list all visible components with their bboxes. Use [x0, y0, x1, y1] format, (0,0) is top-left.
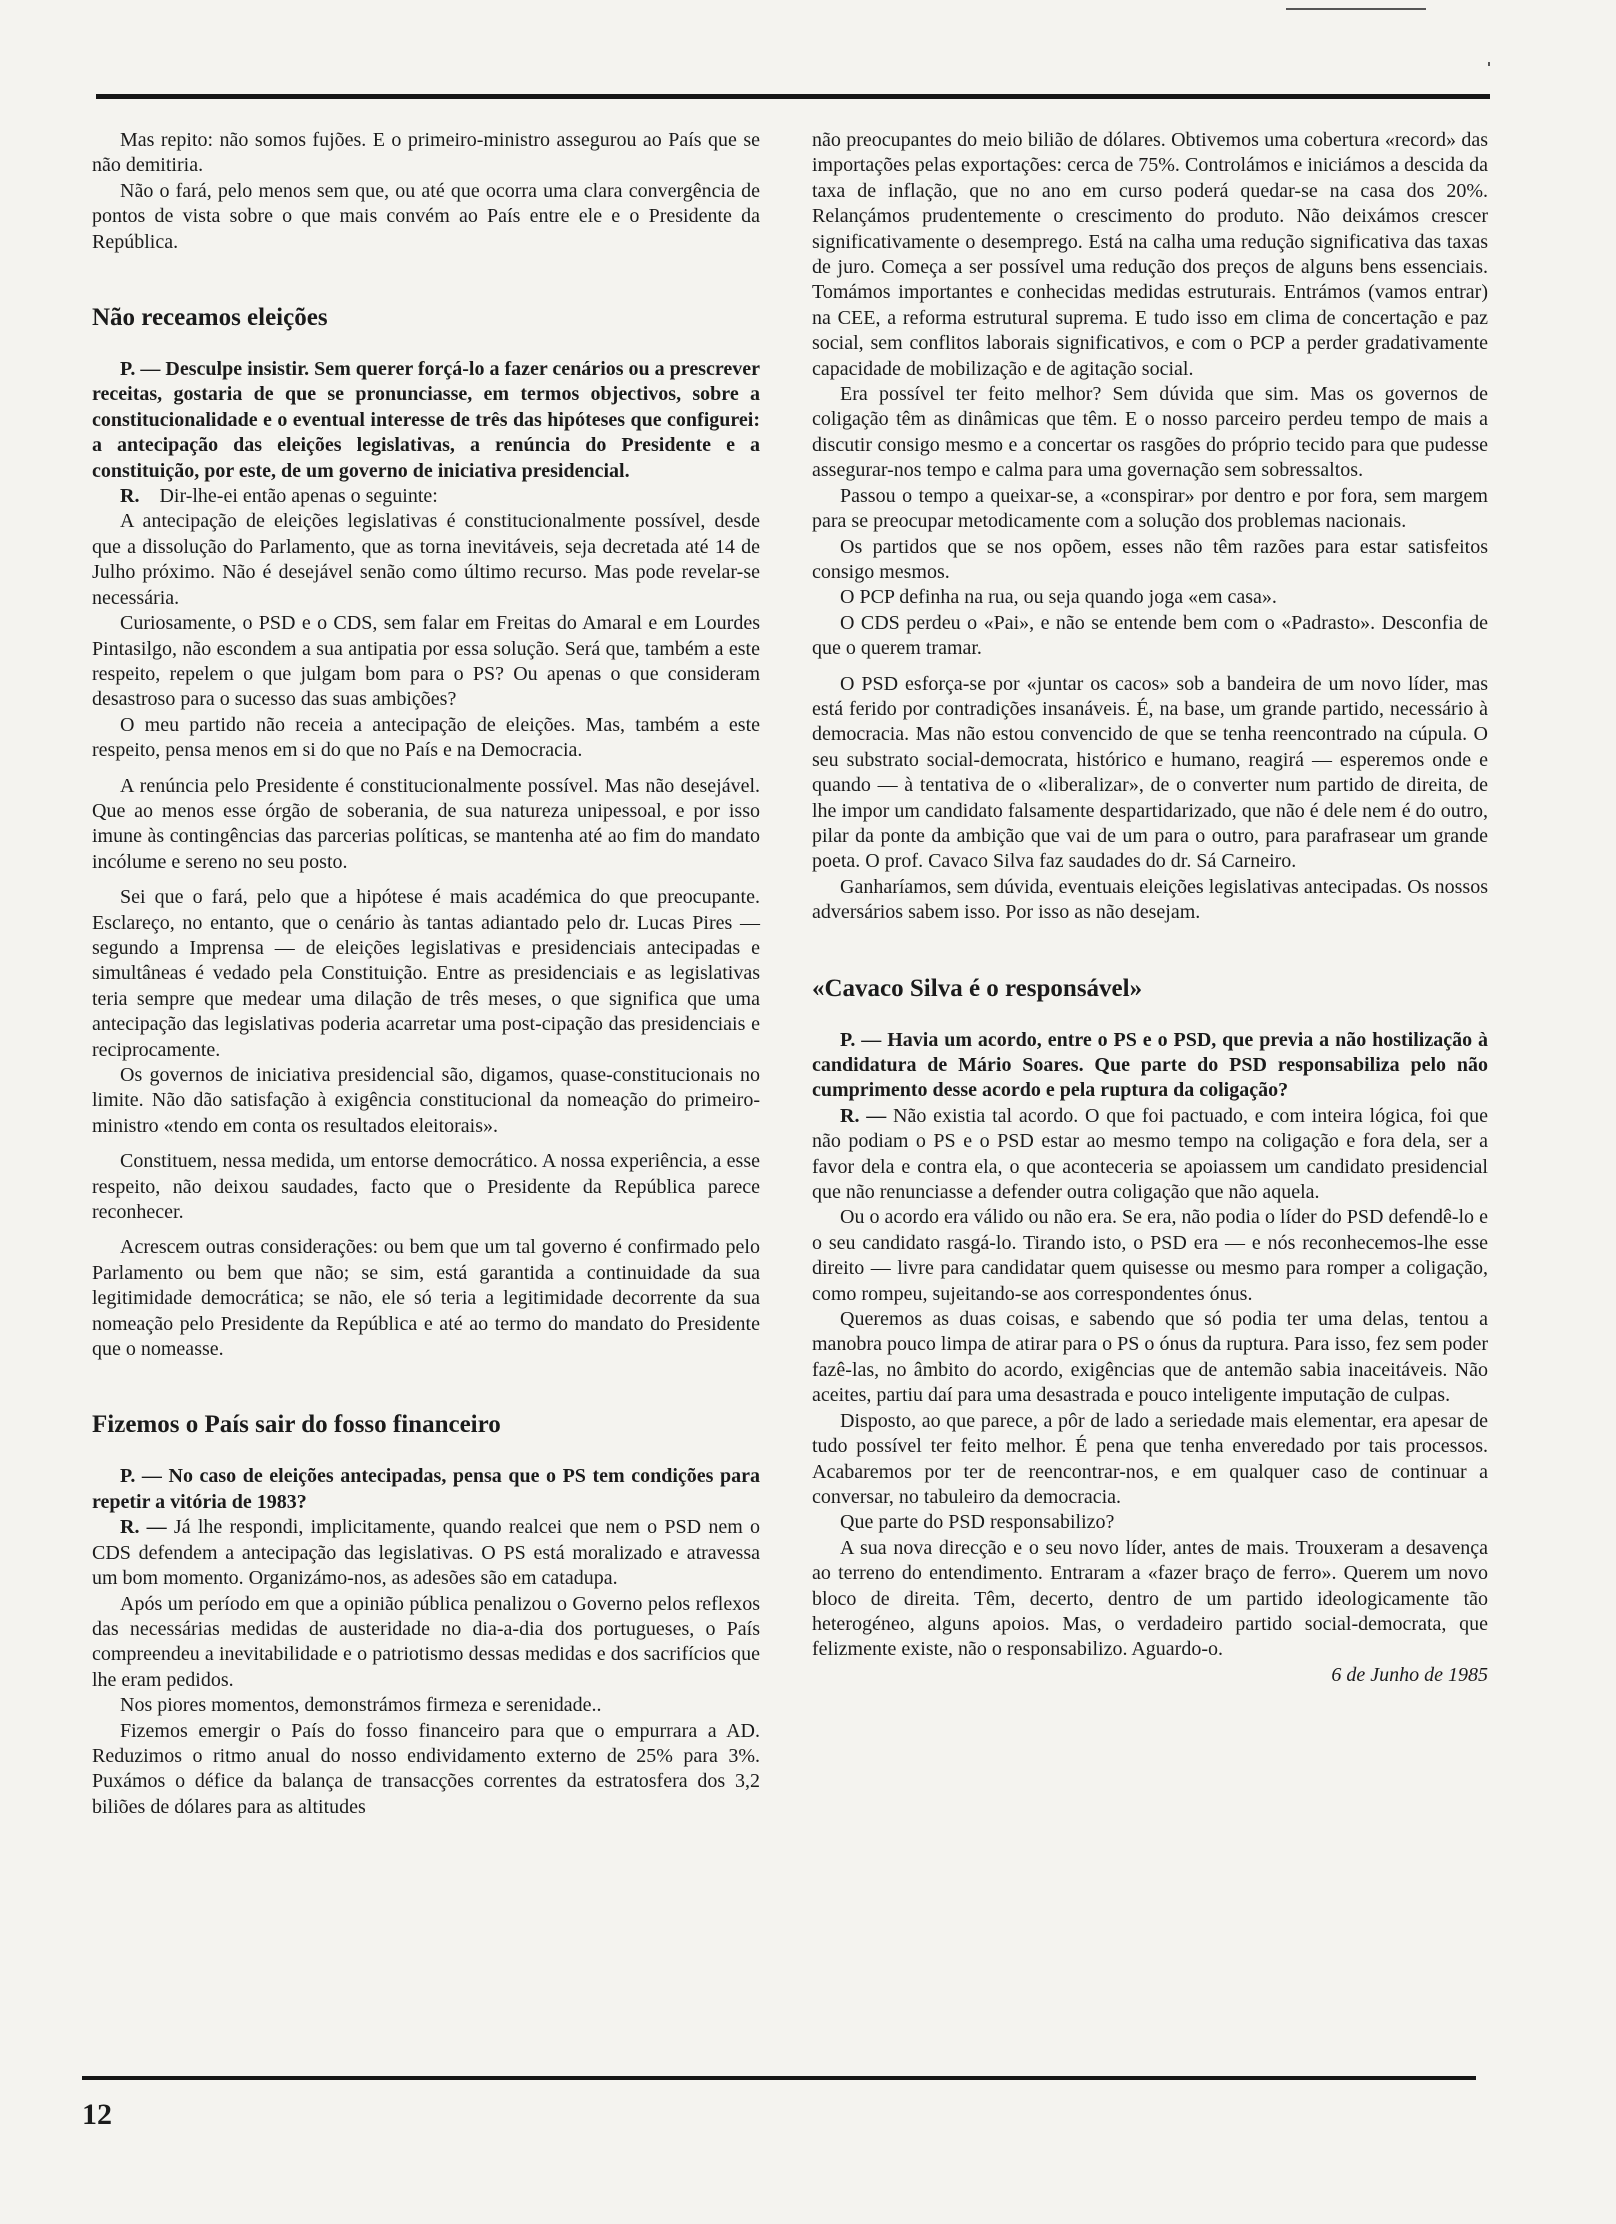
bottom-rule: [82, 2076, 1476, 2080]
paragraph: Acrescem outras considerações: ou bem que um tal governo é confirmado pelo Parlamento ou bem que não; se sim, está garantida a continuidade da sua legitimidade democrática; se não, ele só teria a legitimidade decorrente da sua nomeação pelo Presidente da República e até ao termo do mandato do Presidente que o nomeasse.: [92, 1236, 760, 1361]
paragraph: Disposto, ao que parece, a pôr de lado a seriedade mais elementar, era apesar de tudo possível ter feito melhor. É pena que tenha enveredado por tais processos. Acabaremos por ter de reencontrar-nos, e em qualquer caso de continuar a conversar, no tabuleiro da democracia.: [812, 1409, 1488, 1508]
answer: [812, 1104, 1488, 1206]
paragraph: Curiosamente, o PSD e o CDS, sem falar em Freitas do Amaral e em Lourdes Pintasilgo, não escondem a sua antipatia por essa solução. Será que, também a este respeito, repelem o que julgam bom para o PS? Ou apenas o que consideram desastroso para o sucesso das suas ambições?: [92, 612, 760, 711]
paragraph: A renúncia pelo Presidente é constitucionalmente possível. Mas não desejável. Que ao menos esse órgão de soberania, de sua natureza unipessoal, e por isso imune às contingências das parcerias políticas, se mantenha até ao fim do mandato incólume e sereno no seu posto.: [92, 774, 760, 873]
question-label: P. —: [840, 1028, 882, 1051]
section-heading: Não receamos eleições: [92, 304, 328, 332]
answer-text: Dir-lhe-ei então apenas o seguinte:: [159, 485, 438, 508]
paragraph: Ganharíamos, sem dúvida, eventuais eleições legislativas antecipadas. Os nossos adversários sabem isso. Por isso as não desejam.: [812, 875, 1488, 924]
paragraph: Ou o acordo era válido ou não era. Se era, não podia o líder do PSD defendê-lo e o seu candidato rasgá-lo. Tirando isto, o PSD era — e nós reconhecemos-lhe esse direito — livre para candidatar quem quisesse ou mesmo para romper a coligação, como rompeu, sujeitando-se aos correspondentes ónus.: [812, 1206, 1488, 1305]
paragraph: O meu partido não receia a antecipação de eleições. Mas, também a este respeito, pensa menos em si do que no País e na Democracia.: [92, 713, 760, 762]
paragraph: O CDS perdeu o «Pai», e não se entende bem com o «Padrasto». Desconfia de que o querem tramar.: [812, 611, 1488, 660]
scan-mark: [1488, 62, 1490, 66]
question-label: P. —: [120, 1465, 162, 1488]
paragraph: O PCP definha na rua, ou seja quando joga «em casa».: [840, 586, 1277, 609]
paragraph: A antecipação de eleições legislativas é constitucionalmente possível, desde que a dissolução do Parlamento, que as torna inevitáveis, seja decretada até 14 de Julho próximo. Não é desejável senão como último recurso. Mas pode revelar-se necessária.: [92, 510, 760, 609]
paragraph: A sua nova direcção e o seu novo líder, antes de mais. Trouxeram a desavença ao terreno do entendimento. Entraram a «fazer braço de ferro». Querem um novo bloco de direita. Têm, decerto, dentro de um partido ideologicamente tão heterogéneo, alguns apoios. Mas, o verdadeiro partido social-democrata, que felizmente existe, não o responsabilizo. Aguardo-o.: [812, 1536, 1488, 1661]
left-column: [92, 128, 760, 1820]
answer-label: R. —: [120, 1516, 167, 1539]
question-text: Desculpe insistir. Sem querer forçá-lo a fazer cenários ou a prescrever receitas, gostaria de que se pronunciasse, em termos objectivos, sobre a constitucionalidade e o eventual interesse de três das hipóteses que configurei: a antecipação das eleições legislativas, a renúncia do Presidente e a constituição, por este, de um governo de iniciativa presidencial.: [92, 358, 760, 482]
paragraph: Fizemos emergir o País do fosso financeiro para que o empurrara a AD. Reduzimos o ritmo anual do nosso endividamento externo de 25% para 3%. Puxámos o défice da balança de transacções correntes da estratosfera dos 3,2 biliões de dólares para as altitudes: [92, 1719, 760, 1818]
scan-mark: [1286, 8, 1426, 10]
question-label: P. —: [120, 358, 161, 381]
question: [812, 1028, 1488, 1104]
answer-label: R. —: [840, 1104, 887, 1127]
paragraph: Após um período em que a opinião pública penalizou o Governo pelos reflexos das necessárias medidas de austeridade no dia-a-dia dos portugueses, o País compreendeu a inevitabilidade e o patriotismo dessas medidas e dos sacrifícios que lhe eram pedidos.: [92, 1592, 760, 1691]
answer-text: Já lhe respondi, implicitamente, quando realcei que nem o PSD nem o CDS defendem a antecipação das legislativas. O PS está moralizado e atravessa um bom momento. Organizámo-nos, as adesões são em catadupa.: [92, 1516, 760, 1590]
question: [92, 357, 760, 484]
paragraph: Passou o tempo a queixar-se, a «conspirar» por dentro e por fora, sem margem para se preocupar metodicamente com a solução dos problemas nacionais.: [812, 484, 1488, 533]
paragraph: Mas repito: não somos fujões. E o primeiro-ministro assegurou ao País que se não demitiria.: [92, 129, 760, 177]
paragraph: Os governos de iniciativa presidencial são, digamos, quase-constitucionais no limite. Não dão satisfação à exigência constitucional da nomeação do primeiro-ministro «tendo em conta os resultados eleitorais».: [92, 1064, 760, 1137]
paragraph: Não o fará, pelo menos sem que, ou até que ocorra uma clara convergência de pontos de vista sobre o que mais convém ao País entre ele e o Presidente da República.: [92, 179, 760, 253]
question-text: Havia um acordo, entre o PS e o PSD, que previa a não hostilização à candidatura de Mário Soares. Que parte do PSD responsabiliza pelo não cumprimento desse acordo e pela ruptura da coligação?: [812, 1028, 1488, 1102]
paragraph: Queremos as duas coisas, e sabendo que só podia ter uma delas, tentou a manobra pouco limpa de atirar para o PS o ónus da ruptura. Para isso, fez sem poder fazê-las, no âmbito do acordo, exigências que de antemão sabia inaceitáveis. Não aceites, partiu daí para uma desastrada e pouco inteligente imputação de culpas.: [812, 1308, 1488, 1407]
page-number: 12: [82, 2098, 112, 2131]
question-text: No caso de eleições antecipadas, pensa que o PS tem condições para repetir a vitória de 1983?: [92, 1465, 760, 1513]
paragraph: Que parte do PSD responsabilizo?: [840, 1511, 1115, 1534]
question: [92, 1464, 760, 1515]
paragraph: Os partidos que se nos opõem, esses não têm razões para estar satisfeitos consigo mesmos.: [812, 535, 1488, 583]
date-signoff: 6 de Junho de 1985: [1331, 1663, 1488, 1686]
answer-label: R.: [120, 485, 140, 508]
answer: [92, 1515, 760, 1591]
top-rule: [96, 94, 1490, 99]
answer: [92, 484, 760, 509]
section-heading: «Cavaco Silva é o responsável»: [812, 974, 1143, 1002]
paragraph: não preocupantes do meio bilião de dólares. Obtivemos uma cobertura «record» das importações pelas exportações: cerca de 75%. Controlámos e iniciámos a descida da taxa de inflação, que no ano em curso poderá quedar-se na casa dos 20%. Relançámos prudentemente o crescimento do produto. Não deixámos crescer significativamente o desemprego. Está na calha uma redução significativa das taxas de juro. Começa a ser possível uma redução dos preços de alguns bens essenciais. Tomámos importantes e conhecidas medidas estruturais. Entrámos (vamos entrar) na CEE, a reforma estrutural suprema. E tudo isso em clima de concertação e paz social, sem conflitos laborais significativos, e com o PCP a perder gradativamente capacidade de mobilização e de agitação social.: [812, 129, 1488, 380]
paragraph: Nos piores momentos, demonstrámos firmeza e serenidade..: [120, 1694, 602, 1717]
answer-text: Não existia tal acordo. O que foi pactuado, e com inteira lógica, foi que não podiam o PS e o PSD estar ao mesmo tempo na coligação e fora dela, ser a favor dela e contra ela, o que aconteceria se apoiassem um candidato presidencial que não renunciasse a defender outra coligação que não aquela.: [812, 1104, 1489, 1204]
paragraph: Sei que o fará, pelo que a hipótese é mais académica do que preocupante. Esclareço, no entanto, que o cenário às tantas adiantado pelo dr. Lucas Pires — segundo a Imprensa — de eleições legislativas e presidenciais antecipadas e simultâneas é vedado pela Constituição. Entre as presidenciais e as legislativas teria sempre que medear uma dilação de três meses, o que significa que uma antecipação das legislativas poderia acarretar uma post-cipação das presidenciais e reciprocamente.: [92, 886, 760, 1061]
paragraph: O PSD esforça-se por «juntar os cacos» sob a bandeira de um novo líder, mas está ferido por contradições insanáveis. É, na base, um grande partido, necessário à democracia. Mas não estou convencido de que se tenha reencontrado na cúpula. O seu substrato social-democrata, histórico e humano, reagirá — esperemos onde e quando — à tentativa de o «liberalizar», de o converter num partido de direita, de lhe impor um candidato falsamente despartidarizado, que não é dele nem é do outro, pilar da ponte da ambição que vai de um para o outro, para parafrasear um grande poeta. O prof. Cavaco Silva faz saudades do dr. Sá Carneiro.: [812, 672, 1488, 873]
right-column: [812, 128, 1488, 1688]
section-heading: Fizemos o País sair do fosso financeiro: [92, 1411, 501, 1439]
paragraph: Era possível ter feito melhor? Sem dúvida que sim. Mas os governos de coligação têm as dinâmicas que têm. E o nosso parceiro perdeu tempo de mais a discutir consigo mesmo e a concertar os rasgões do próprio tecido para que pudesse assegurar-nos tempo e calma para uma governação sem sobressaltos.: [812, 383, 1488, 482]
paragraph: Constituem, nessa medida, um entorse democrático. A nossa experiência, a esse respeito, não deixou saudades, facto que o Presidente da República parece reconhecer.: [92, 1150, 760, 1224]
